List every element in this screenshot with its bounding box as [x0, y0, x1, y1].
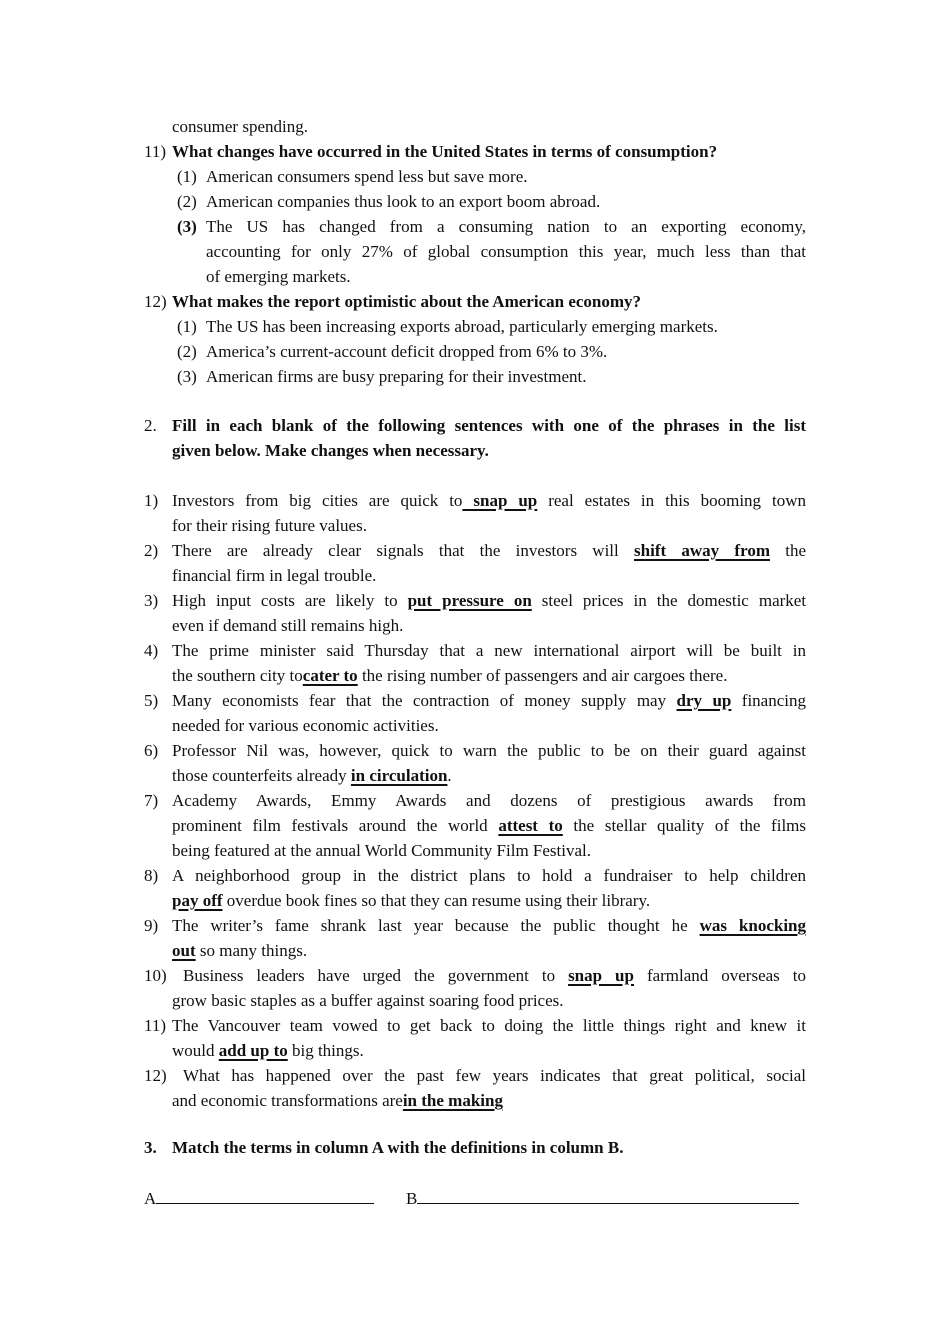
q12-option-1-text: The US has been increasing exports abroad, particularly emerging markets.	[206, 317, 718, 336]
sentence-5-answer: dry up	[676, 691, 732, 710]
sentence-3-answer: put pressure on	[407, 591, 532, 610]
sentence-10-line-2: grow basic staples as a buffer against soaring food prices.	[172, 991, 564, 1010]
sentence-4-number: 4)	[144, 641, 159, 660]
sentence-12-line-2: and economic transformations arein the making	[172, 1091, 503, 1110]
section-2-instruction-line-2: given below. Make changes when necessary.	[172, 441, 489, 460]
sentence-12-answer: in the making	[402, 1091, 503, 1110]
section-3-number: 3.	[144, 1138, 157, 1157]
sentence-3-line-2: even if demand still remains high.	[172, 616, 404, 635]
section-2-instruction-line-1: Fill in each blank of the following sentences with one of the phrases in the list	[172, 416, 806, 435]
sentence-12-number: 12)	[144, 1066, 167, 1085]
sentence-7-line-3: being featured at the annual World Community Film Festival.	[172, 841, 591, 860]
sentence-9-number: 9)	[144, 916, 159, 935]
sentence-11-line-2: would add up to big things.	[172, 1041, 364, 1060]
sentence-8-line-1: A neighborhood group in the district plans to hold a fundraiser to help children	[172, 866, 806, 885]
sentence-12-line-1: What has happened over the past few years indicates that great political, social	[183, 1066, 806, 1085]
sentence-1-line-1: Investors from big cities are quick to snap up real estates in this booming town	[172, 491, 806, 510]
sentence-1-line-2: for their rising future values.	[172, 516, 367, 535]
sentence-10-number: 10)	[144, 966, 167, 985]
sentence-4-answer: cater to	[302, 666, 358, 685]
sentence-4-line-2: the southern city tocater to the rising number of passengers and air cargoes there.	[172, 666, 728, 685]
q12-option-2-text: America’s current-account deficit dropped from 6% to 3%.	[206, 342, 608, 361]
sentence-6-line-2: those counterfeits already in circulation.	[172, 766, 452, 785]
q11-number: 11)	[144, 142, 167, 161]
sentence-11-line-1: The Vancouver team vowed to get back to doing the little things right and knew it	[172, 1016, 806, 1035]
sentence-7-line-2: prominent film festivals around the world attest to the stellar quality of the films	[172, 816, 807, 835]
sentence-5-line-1: Many economists fear that the contraction of money supply may dry up financing	[172, 691, 806, 710]
sentence-10-line-1: Business leaders have urged the government to snap up farmland overseas to	[183, 966, 806, 985]
sentence-10-answer: snap up	[568, 966, 634, 985]
sentence-8-answer: pay off	[172, 891, 223, 910]
sentence-3-line-1: High input costs are likely to put pressure on steel prices in the domestic market	[172, 591, 807, 610]
column-b-heading: B	[406, 1185, 799, 1211]
q12-option-3-number: (3)	[177, 367, 197, 386]
q12-option-2-number: (2)	[177, 342, 197, 361]
sentence-5-number: 5)	[144, 691, 159, 710]
sentence-5-line-2: needed for various economic activities.	[172, 716, 439, 735]
sentence-4-line-1: The prime minister said Thursday that a new international airport will be built in	[172, 641, 806, 660]
intro-tail-text: consumer spending.	[172, 117, 308, 136]
q12-option-3-text: American firms are busy preparing for their investment.	[206, 367, 587, 386]
sentence-1-number: 1)	[144, 491, 159, 510]
q11-option-3-number: (3)	[177, 217, 197, 236]
sentence-11-answer: add up to	[218, 1041, 288, 1060]
sentence-6-answer: in circulation	[350, 766, 448, 785]
column-a-blank	[156, 1185, 374, 1204]
q12-number: 12)	[144, 292, 167, 311]
q11-option-2-text: American companies thus look to an export boom abroad.	[206, 192, 601, 211]
sentence-9-answer-part-1: was knocking	[699, 916, 807, 935]
column-b-blank	[417, 1185, 799, 1204]
sentence-2-line-2: financial firm in legal trouble.	[172, 566, 377, 585]
sentence-7-number: 7)	[144, 791, 159, 810]
sentence-1-answer: snap up	[462, 491, 538, 510]
sentence-7-answer: attest to	[498, 816, 563, 835]
sentence-7-line-1: Academy Awards, Emmy Awards and dozens of prestigious awards from	[172, 791, 806, 810]
q11-option-3-line-3: of emerging markets.	[206, 267, 351, 286]
sentence-8-line-2: pay off overdue book fines so that they can resume using their library.	[172, 891, 651, 910]
q11-question: What changes have occurred in the United States in terms of consumption?	[172, 142, 718, 161]
sentence-3-number: 3)	[144, 591, 159, 610]
q11-option-1-number: (1)	[177, 167, 197, 186]
sentence-6-line-1: Professor Nil was, however, quick to warn the public to be on their guard against	[172, 741, 806, 760]
q11-option-3-line-2: accounting for only 27% of global consumption this year, much less than that	[206, 242, 806, 261]
sentence-6-number: 6)	[144, 741, 159, 760]
q12-question: What makes the report optimistic about the American economy?	[172, 292, 642, 311]
sentence-11-number: 11)	[144, 1016, 167, 1035]
sentence-2-answer: shift away from	[634, 541, 770, 560]
q11-option-1-text: American consumers spend less but save more.	[206, 167, 528, 186]
q11-option-2-number: (2)	[177, 192, 197, 211]
q11-option-3-line-1: The US has changed from a consuming nation to an exporting economy,	[206, 217, 806, 236]
column-a-heading: A	[144, 1185, 374, 1211]
sentence-2-number: 2)	[144, 541, 159, 560]
q12-option-1-number: (1)	[177, 317, 197, 336]
section-2-number: 2.	[144, 416, 157, 435]
sentence-9-line-1: The writer’s fame shrank last year because the public thought he was knocking	[172, 916, 807, 935]
sentence-8-number: 8)	[144, 866, 159, 885]
section-3-instruction: Match the terms in column A with the definitions in column B.	[172, 1138, 624, 1157]
sentence-2-line-1: There are already clear signals that the investors will shift away from the	[172, 541, 807, 560]
sentence-9-answer-part-2: out	[172, 941, 196, 960]
sentence-9-line-2: out so many things.	[172, 941, 308, 960]
